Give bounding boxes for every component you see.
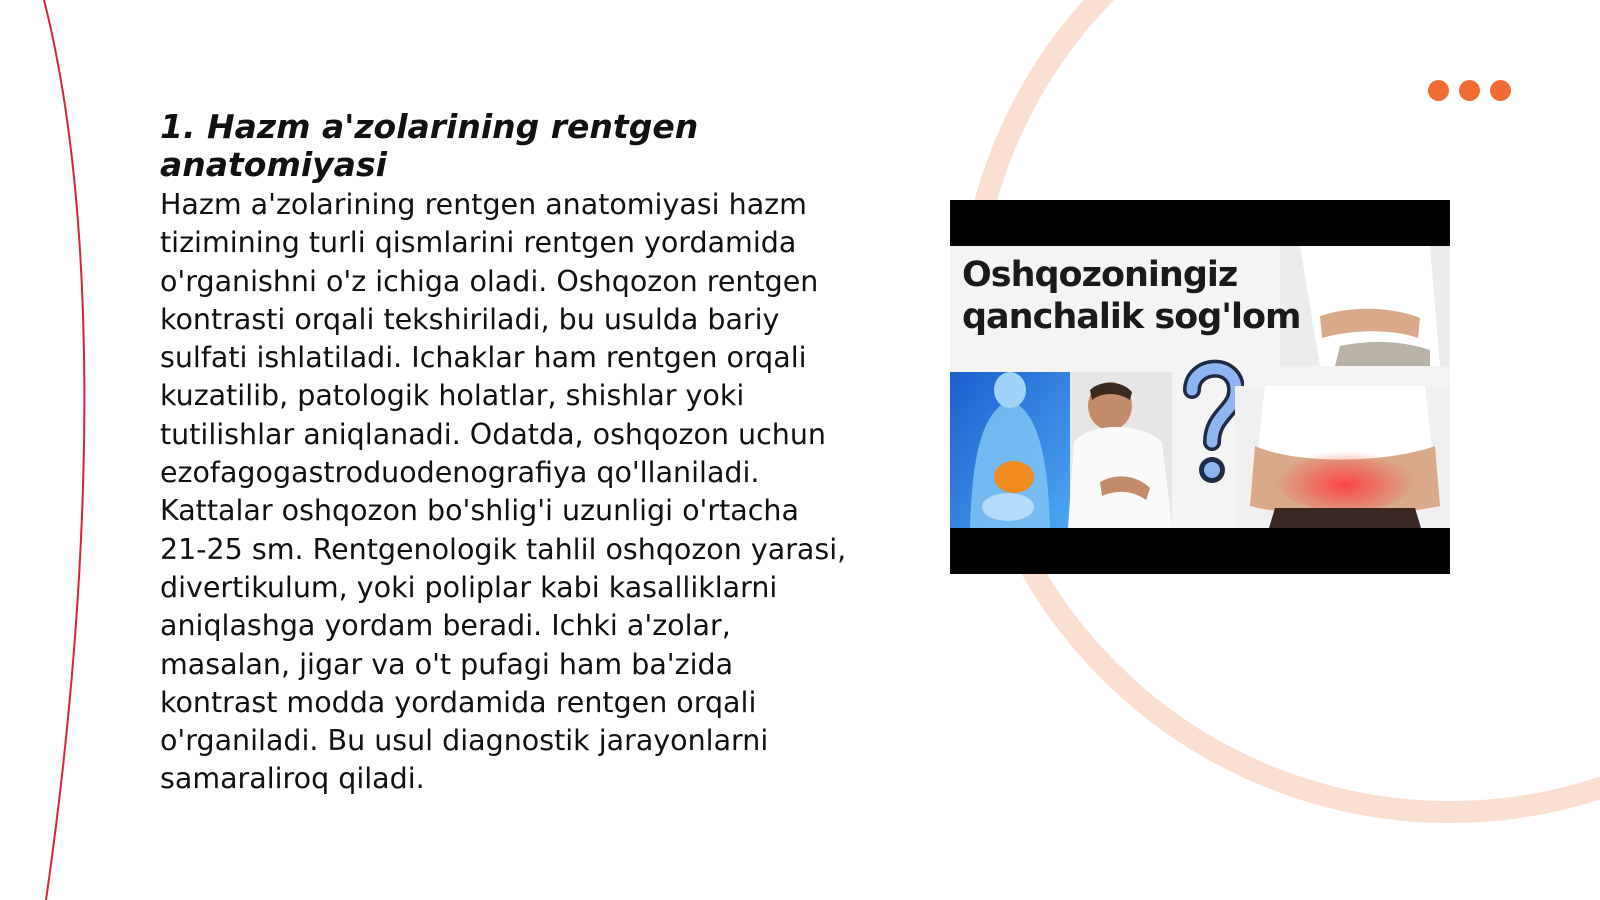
man-holding-stomach-photo [1280,246,1450,366]
image-caption-line1: Oshqozoningiz [962,255,1238,295]
decorative-left-curve [44,0,84,900]
image-caption [962,254,1301,338]
stomach-pain-photo [1235,386,1450,528]
image-caption-line2: qanchalik sog'lom [962,297,1301,337]
slide-body-text: Hazm a'zolarining rentgen anatomiyasi hazm tizimining turli qismlarini rentgen yordamida o'rganishni o'z ichiga oladi. Oshqozon rentgen kontrasti orqali tekshiriladi, bu usulda bariy sulfati ishlatiladi. Ichaklar ham rentgen orqali kuzatilib, patologik holatlar, shishlar yoki tutilishlar aniqlanadi. Odatda, oshqozon uchun ezofagogastroduodenografiya qo'llaniladi. Kattalar oshqozon bo'shlig'i uzunligi o'rtacha 21-25 sm. Rentgenologik tahlil oshqozon yarasi, divertikulum, yoki poliplar kabi kasalliklarni aniqlashga yordam beradi. Ichki a'zolar, masalan, jigar va o't pufagi ham ba'zida kontrast modda yordamida rentgen orqali o'rganiladi. Bu usul diagnostik jarayonlarni samaraliroq qiladi. [160,188,847,796]
slide-title: 1. Hazm a'zolarining rentgen anatomiyasi [160,107,699,184]
digestive-anatomy-photo [950,372,1172,528]
illustration-content [950,246,1450,528]
dot [1490,80,1511,101]
three-dots-icon [1428,80,1512,100]
illustration-image [950,200,1450,574]
dot [1459,80,1480,101]
dot [1428,80,1449,101]
